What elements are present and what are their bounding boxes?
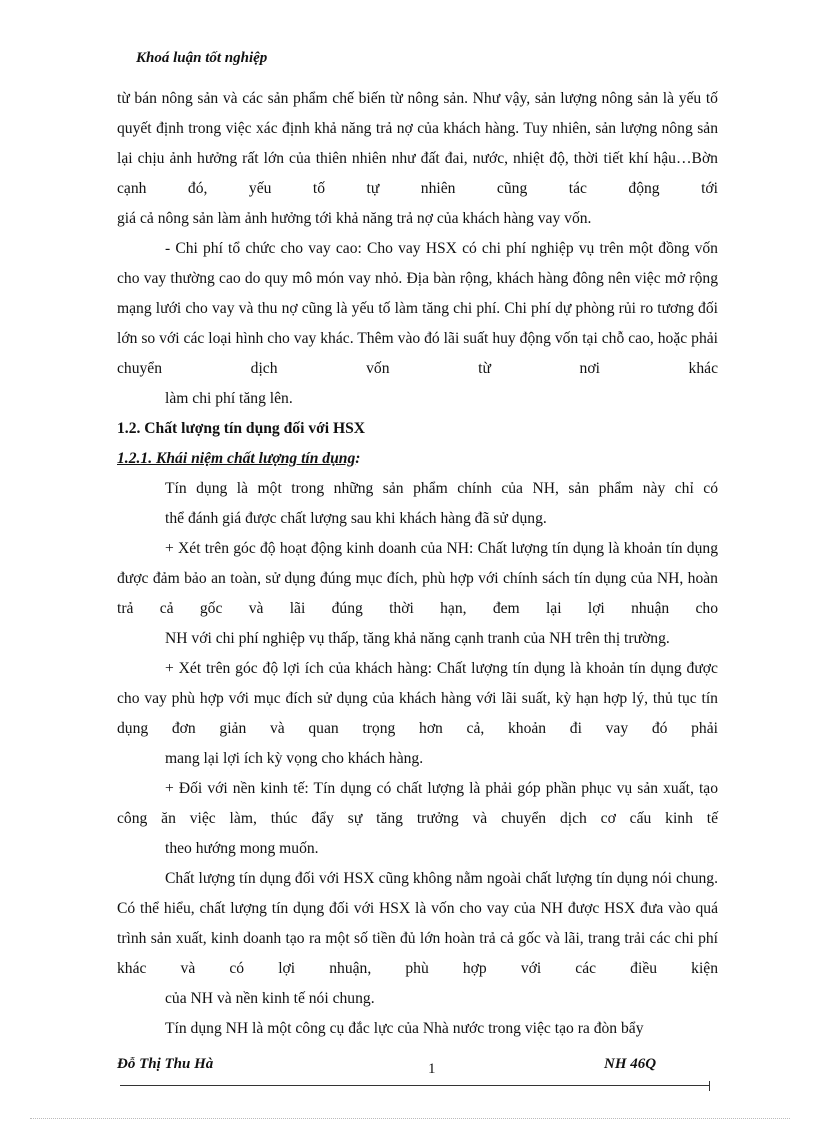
subsection-heading-suffix: :	[355, 450, 361, 467]
running-header: Khoá luận tốt nghiệp	[136, 50, 268, 66]
text-line: của NH và nền kinh tế nói chung.	[165, 990, 375, 1007]
text-line: Chất lượng tín dụng đối với HSX cũng không nằm ngoài chất lượng tín dụng	[165, 870, 648, 887]
paragraph	[117, 234, 718, 414]
text-line: dụng được cho vay phù hợp với mục đích sử dụng của khách hàng với lãi suất, kỳ	[117, 660, 718, 707]
text-line: khoản tín dụng được đảm bảo an toàn, sử dụng đúng mục đích, phù hợp với chính	[117, 540, 718, 587]
text-line: sản là yếu tố quyết định trong việc xác định khả năng trả nợ của khách hàng. Tuy	[117, 90, 718, 137]
text-line: đồng vốn cho vay thường cao do quy mô món vay nhỏ. Địa bàn rộng, khách hàng	[117, 240, 718, 287]
page-edge-divider	[30, 1118, 790, 1119]
text-line: vào đó lãi suất huy động vốn tại chỗ cao, hoặc phải chuyển dịch vốn từ nơi khác	[117, 330, 718, 377]
paragraph	[117, 1014, 718, 1044]
text-line: + Đối với nền kinh tế: Tín dụng có chất lượng là phải góp phần phục vụ sản	[165, 780, 659, 797]
footer-class-code: NH 46Q	[604, 1056, 657, 1072]
text-line: được HSX đưa vào quá trình sản xuất, kinh doanh tạo ra một số tiền đủ lớn hoàn trả	[117, 900, 719, 947]
page-number: 1	[428, 1061, 436, 1077]
paragraph	[117, 654, 718, 774]
paragraph	[117, 84, 718, 234]
paragraph	[117, 534, 718, 654]
paragraph	[117, 474, 718, 534]
text-line: nói chung. Có thể hiểu, chất lượng tín dụng đối với HSX là vốn cho vay của NH	[117, 870, 718, 917]
text-line: hạn hợp lý, thủ tục tín dụng đơn giản và quan trọng hơn cả, khoản đi vay đó phải	[117, 690, 718, 737]
footer-divider	[120, 1085, 710, 1086]
text-line: Tín dụng NH là một công cụ đắc lực của Nhà nước trong việc tạo ra đòn bẩy	[165, 1020, 644, 1037]
text-line: giá cả nông sản làm ảnh hưởng tới khả năng trả nợ của khách hàng vay vốn.	[117, 210, 592, 227]
section-heading: 1.2. Chất lượng tín dụng đối với HSX	[117, 420, 366, 437]
text-line: nhiên, sản lượng nông sản lại chịu ảnh hưởng rất lớn của thiên nhiên như đất đai,	[117, 120, 718, 167]
text-line: xuất, tạo công ăn việc làm, thúc đẩy sự tăng trưởng và chuyển dịch cơ cấu kinh tế	[117, 780, 718, 827]
text-line: NH với chi phí nghiệp vụ thấp, tăng khả năng cạnh tranh của NH trên thị trường.	[165, 630, 670, 647]
text-line: từ bán nông sản và các sản phẩm chế biến từ nông sản. Như vậy, sản lượng nông	[117, 90, 633, 107]
paragraph	[117, 864, 718, 1014]
text-line: + Xét trên góc độ lợi ích của khách hàng: Chất lượng tín dụng là khoản tín	[165, 660, 646, 677]
text-line: theo hướng mong muốn.	[165, 840, 319, 857]
text-line: Tín dụng là một trong những sản phẩm chính của NH, sản phẩm này chỉ có	[165, 480, 718, 497]
text-line: thể đánh giá được chất lượng sau khi khách hàng đã sử dụng.	[165, 510, 547, 527]
paragraph	[117, 774, 718, 864]
footer-divider-tick	[709, 1081, 710, 1091]
text-line: phí. Chi phí dự phòng rủi ro tương đối lớn so với các loại hình cho vay khác. Thêm	[117, 300, 718, 347]
text-line: + Xét trên góc độ hoạt động kinh doanh của NH: Chất lượng tín dụng là	[165, 540, 620, 557]
text-line: nước, nhiệt độ, thời tiết khí hậu…Bờn cạnh đó, yếu tố tự nhiên cũng tác động tới	[117, 150, 718, 197]
footer-author: Đỗ Thị Thu Hà	[117, 1056, 214, 1072]
text-line: - Chi phí tổ chức cho vay cao: Cho vay HSX có chi phí nghiệp vụ trên một	[165, 240, 654, 257]
text-line: mang lại lợi ích kỳ vọng cho khách hàng.	[165, 750, 424, 767]
document-body	[117, 84, 718, 1044]
text-line: đông nên việc mở rộng mạng lưới cho vay và thu nợ cũng là yếu tố làm tăng chi	[117, 270, 718, 317]
text-line: cả gốc và lãi, trang trải các chi phí khác và có lợi nhuận, phù hợp với các điều kiện	[117, 930, 718, 977]
subsection-heading	[117, 444, 718, 474]
text-line: sách tín dụng của NH, hoàn trả cả gốc và lãi đúng thời hạn, đem lại lợi nhuận cho	[117, 570, 718, 617]
subsection-heading-text: 1.2.1. Khái niệm chất lượng tín dụng	[117, 450, 356, 467]
text-line: làm chi phí tăng lên.	[165, 390, 293, 407]
